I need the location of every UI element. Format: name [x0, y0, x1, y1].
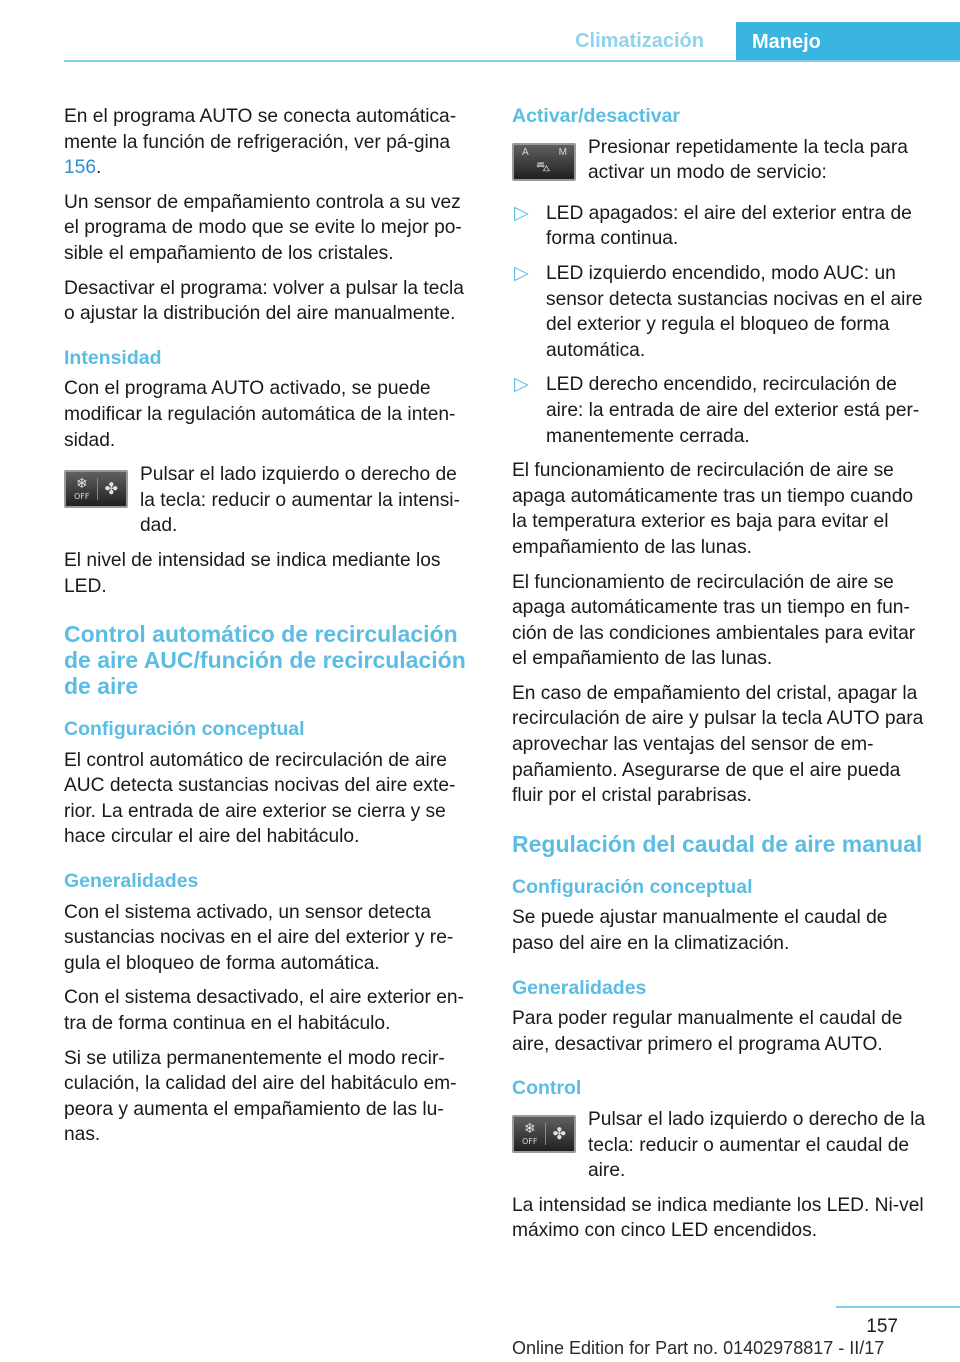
recirculation-button-icon	[512, 143, 576, 181]
off-label: OFF	[74, 492, 90, 502]
header-section-title: Climatización	[575, 30, 704, 52]
heading-generalidades: Generalidades	[512, 976, 647, 999]
mode-list	[512, 201, 928, 449]
a-label: A	[522, 146, 529, 158]
heading-configuracion: Configuración conceptual	[64, 718, 305, 741]
paragraph-text: Pulsar el lado izquierdo o derecho de la tecla: reducir o aumentar el caudal de aire.	[588, 1109, 926, 1182]
paragraph: Para poder regular manualmente el caudal de aire, desactivar primero el programa AUTO.	[512, 1008, 903, 1055]
paragraph: El control automático de recirculación de aire AUC detecta sustancias nocivas del aire exte‐rior. La entrada de aire exterior se cierra y se hace circular el aire del habitáculo.	[64, 749, 456, 848]
divider	[97, 478, 98, 500]
paragraph: Con el sistema desactivado, el aire exterior en‐tra de forma continua en el habitáculo.	[64, 987, 464, 1035]
footer-rule	[836, 1306, 960, 1308]
paragraph: El funcionamiento de recirculación de aire se apaga automáticamente tras un tiempo cuando la temperatura exterior es baja para evitar el empañamiento de las lunas.	[512, 460, 914, 558]
paragraph: El nivel de intensidad se indica mediante los LED.	[64, 549, 441, 597]
fan-button-icon	[512, 1115, 576, 1153]
fan-icon: ✤	[552, 1126, 566, 1143]
heading-configuracion: Configuración conceptual	[512, 875, 753, 898]
snowflake-icon: ❄	[524, 1120, 536, 1136]
fan-icon: ✤	[104, 481, 118, 499]
list-item	[512, 372, 928, 449]
paragraph: El funcionamiento de recirculación de aire se apaga automáticamente tras un tiempo en fun‐ción de las condiciones ambientales para evitar el empañamiento de las lunas.	[512, 571, 916, 670]
header-rule	[64, 60, 960, 62]
car-icon: ⛍	[536, 157, 551, 174]
paragraph: Un sensor de empañamiento controla a su vez el programa de modo que se evite lo mejor po‐sible el empañamiento de los cristales.	[64, 191, 462, 264]
heading-activar: Activar/desactivar	[512, 105, 681, 127]
paragraph: Con el sistema activado, un sensor detecta sustancias nocivas en el aire del exterior y re‐gula el bloqueo de forma automática.	[64, 901, 454, 974]
page-number: 157	[866, 1316, 898, 1337]
paragraph-text: Pulsar el lado izquierdo o derecho de la tecla: reducir o aumentar la intensi‐dad.	[140, 464, 460, 537]
fan-button-icon	[64, 470, 128, 508]
paragraph	[64, 104, 476, 181]
off-label: OFF	[522, 1137, 538, 1146]
paragraph	[64, 462, 476, 539]
list-item-text: LED izquierdo encendido, modo AUC: un sensor detecta sustancias nocivas en el aire del exterior y regula el bloqueo de forma automática.	[546, 262, 923, 361]
list-item	[512, 201, 928, 252]
paragraph: En caso de empañamiento del cristal, apagar la recirculación de aire y pulsar la tecla AUTO para aprovechar las ventajas del sensor de em‐pañamiento. Asegurarse de que el aire pueda fluir por el cristal parabrisas.	[512, 682, 924, 807]
list-item-text: LED derecho encendido, recirculación de aire: la entrada de aire del exterior está per‐manentemente cerrada.	[546, 374, 920, 447]
list-item	[512, 261, 928, 363]
header-chapter-tab: Manejo	[736, 22, 960, 62]
paragraph	[512, 1107, 928, 1184]
paragraph: Si se utiliza permanentemente el modo recir‐culación, la calidad del aire del habitáculo em‐peora y aumenta el empañamiento de las lu‐nas.	[64, 1047, 457, 1146]
paragraph: La intensidad se indica mediante los LED. Ni‐vel máximo con cinco LED encendidos.	[512, 1194, 924, 1242]
paragraph: Con el programa AUTO activado, se puede modificar la regulación automática de la inten‐sidad.	[64, 378, 456, 451]
left-column	[64, 104, 476, 1157]
snowflake-icon: ❄	[76, 475, 88, 492]
paragraph-text: .	[96, 157, 102, 179]
paragraph	[512, 135, 928, 186]
bullet-triangle-icon: ▷	[514, 374, 529, 396]
paragraph: Desactivar el programa: volver a pulsar la tecla o ajustar la distribución del aire manualmente.	[64, 277, 464, 325]
heading-intensidad: Intensidad	[64, 346, 162, 369]
right-column	[512, 104, 928, 1253]
heading-regulacion-caudal: Regulación del caudal de aire manual	[512, 830, 923, 857]
page-link[interactable]: 156	[64, 157, 97, 179]
m-label: M	[558, 146, 567, 158]
heading-control-recirculacion: Control automático de recirculación de aire AUC/función de recirculación de aire	[64, 621, 466, 700]
footer-edition: Online Edition for Part no. 01402978817 - II/17	[512, 1338, 885, 1358]
paragraph-text: Presionar repetidamente la tecla para activar un modo de servicio:	[588, 136, 908, 184]
list-item-text: LED apagados: el aire del exterior entra de forma continua.	[546, 202, 912, 250]
bullet-triangle-icon: ▷	[514, 262, 529, 284]
paragraph: Se puede ajustar manualmente el caudal de paso del aire en la climatización.	[512, 907, 888, 955]
heading-generalidades: Generalidades	[64, 870, 199, 893]
divider	[545, 1123, 546, 1145]
bullet-triangle-icon: ▷	[514, 202, 529, 224]
paragraph-text: En el programa AUTO se conecta automática‐mente la función de refrigeración, ver pá‐gina	[64, 106, 457, 153]
heading-control: Control	[512, 1077, 582, 1100]
